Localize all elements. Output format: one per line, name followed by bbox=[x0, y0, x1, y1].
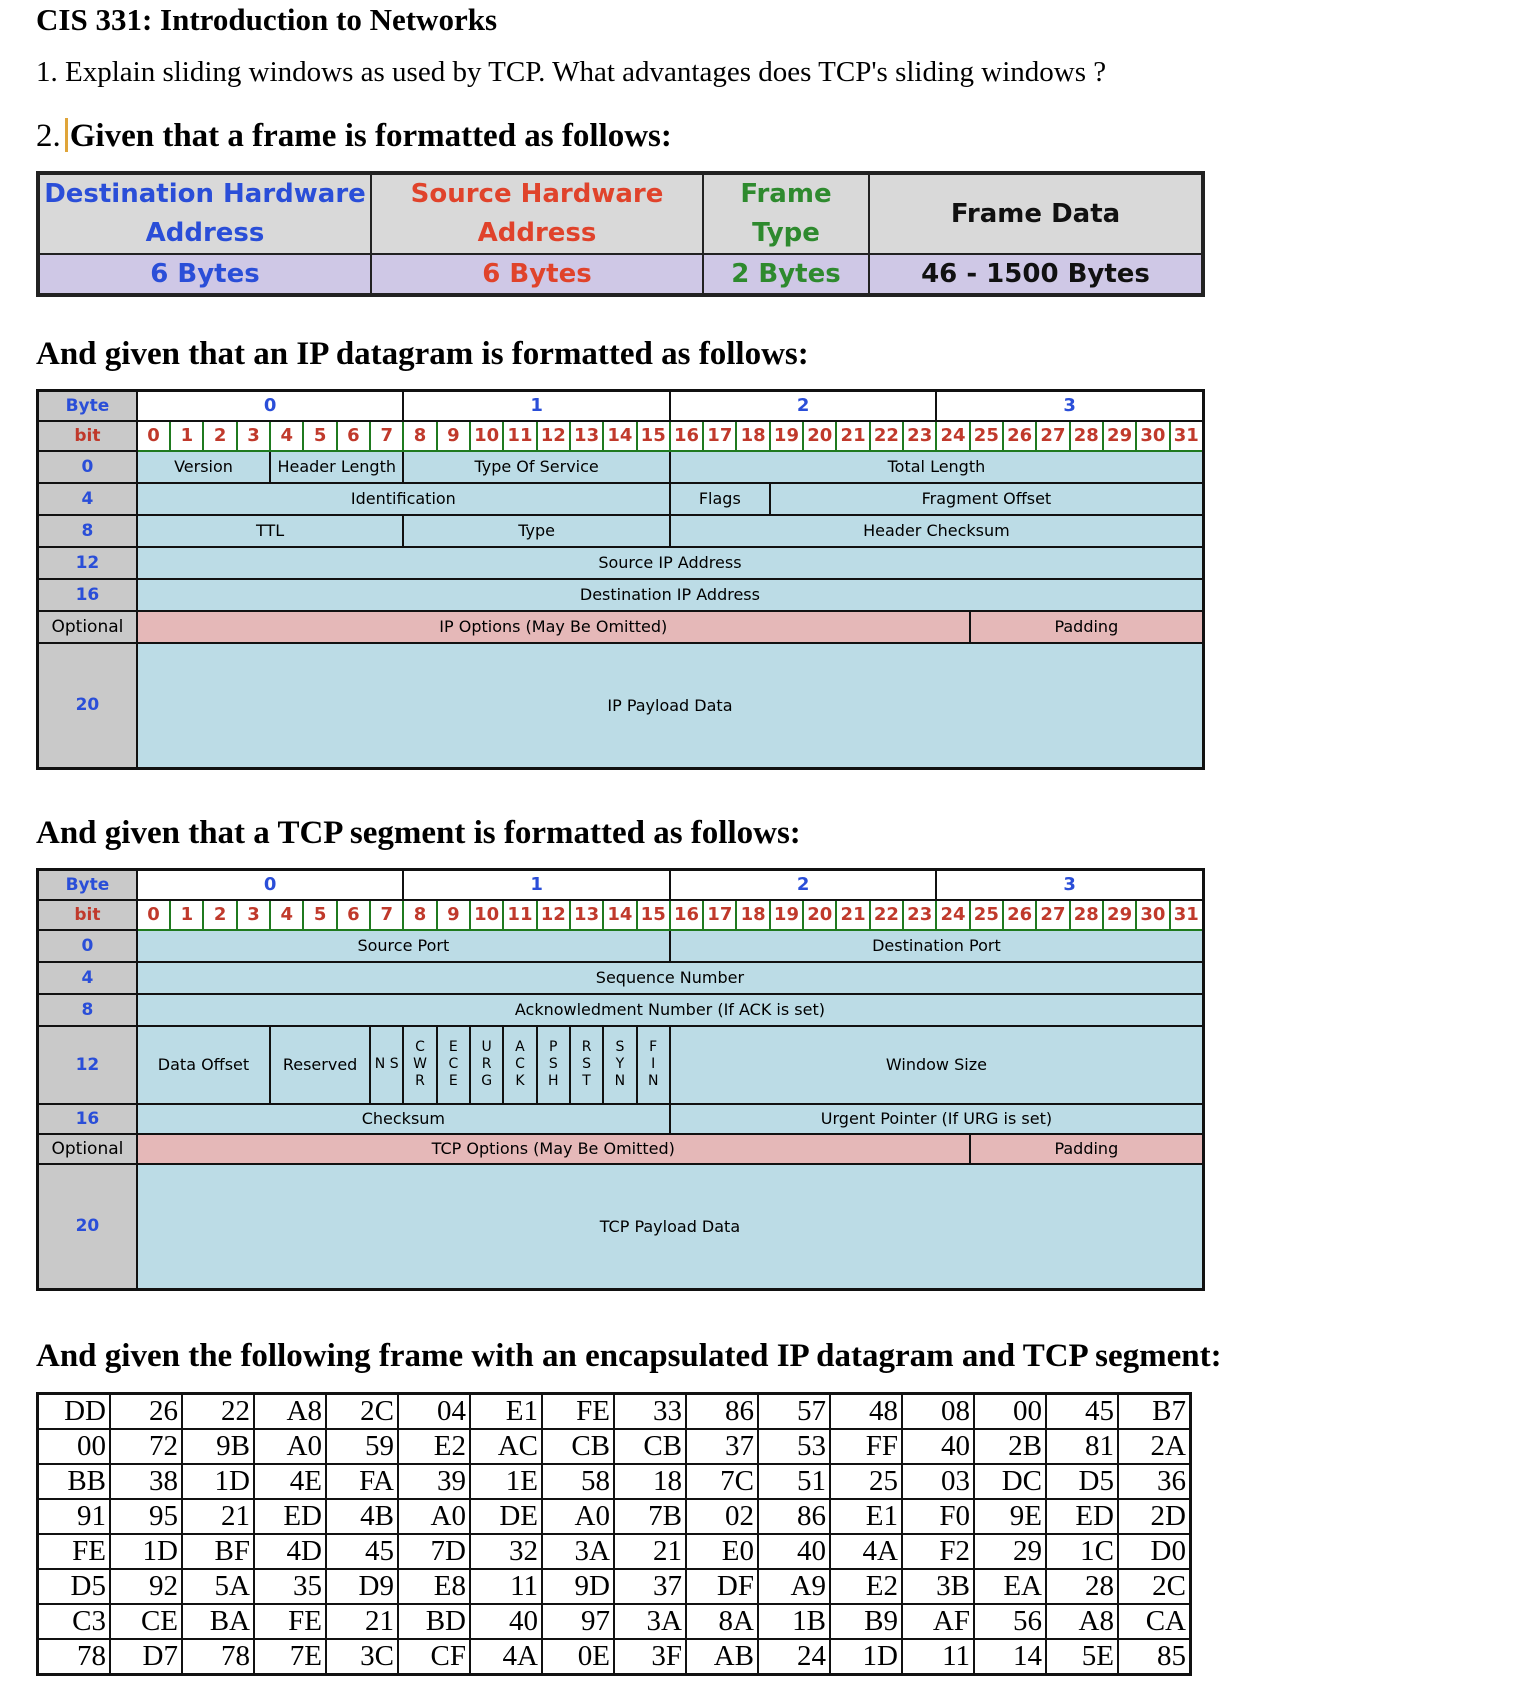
bit-23: 23 bbox=[903, 421, 936, 451]
hex-byte: E2 bbox=[398, 1429, 470, 1464]
hex-byte: 25 bbox=[830, 1464, 902, 1499]
hex-byte: 40 bbox=[470, 1604, 542, 1639]
bit-8: 8 bbox=[403, 900, 436, 930]
hex-byte: 7B bbox=[614, 1499, 686, 1534]
hex-byte: 92 bbox=[110, 1569, 182, 1604]
bit-20: 20 bbox=[803, 900, 836, 930]
hex-byte: 7E bbox=[254, 1639, 326, 1675]
hex-byte: 78 bbox=[182, 1639, 254, 1675]
bit-12: 12 bbox=[537, 421, 570, 451]
hex-byte: BB bbox=[38, 1464, 111, 1499]
hex-byte: 9E bbox=[974, 1499, 1046, 1534]
row-label-0: 0 bbox=[38, 930, 137, 962]
bit-16: 16 bbox=[670, 900, 703, 930]
hex-row bbox=[38, 1534, 1191, 1569]
bit-5: 5 bbox=[303, 421, 336, 451]
hex-byte: 72 bbox=[110, 1429, 182, 1464]
row-label-4: 4 bbox=[38, 962, 137, 994]
hex-byte: 3B bbox=[902, 1569, 974, 1604]
ack-number-field: Acknowledment Number (If ACK is set) bbox=[137, 994, 1204, 1026]
hex-byte: 28 bbox=[1046, 1569, 1118, 1604]
bit-1: 1 bbox=[170, 900, 203, 930]
frame-format-table bbox=[36, 171, 1205, 297]
frame-field-dest-hw: Destination Hardware Address bbox=[38, 173, 371, 254]
bit-4: 4 bbox=[270, 900, 303, 930]
hex-byte: 1D bbox=[830, 1639, 902, 1675]
bit-2: 2 bbox=[203, 421, 236, 451]
bit-26: 26 bbox=[1003, 421, 1036, 451]
hex-byte: 2C bbox=[1118, 1569, 1191, 1604]
hex-byte: 1C bbox=[1046, 1534, 1118, 1569]
hex-byte: E0 bbox=[686, 1534, 758, 1569]
hex-byte: BA bbox=[182, 1604, 254, 1639]
hex-byte: 33 bbox=[614, 1394, 686, 1430]
bit-12: 12 bbox=[537, 900, 570, 930]
header-checksum-field: Header Checksum bbox=[670, 515, 1204, 547]
ip-padding-field: Padding bbox=[970, 611, 1204, 643]
bit-6: 6 bbox=[337, 900, 370, 930]
hex-byte: EA bbox=[974, 1569, 1046, 1604]
hex-byte: 38 bbox=[110, 1464, 182, 1499]
hex-byte: CE bbox=[110, 1604, 182, 1639]
row-label-8: 8 bbox=[38, 515, 137, 547]
hex-byte: DC bbox=[974, 1464, 1046, 1499]
hex-byte: DF bbox=[686, 1569, 758, 1604]
bit-15: 15 bbox=[637, 421, 670, 451]
hex-byte: E8 bbox=[398, 1569, 470, 1604]
hex-byte: 97 bbox=[542, 1604, 614, 1639]
hex-row bbox=[38, 1604, 1191, 1639]
row-label-8: 8 bbox=[38, 994, 137, 1026]
hex-row bbox=[38, 1394, 1191, 1430]
hex-byte: FE bbox=[38, 1534, 111, 1569]
tcp-payload-field: TCP Payload Data bbox=[137, 1164, 1204, 1290]
hex-byte: 85 bbox=[1118, 1639, 1191, 1675]
hex-byte: CA bbox=[1118, 1604, 1191, 1639]
frame-size-data: 46 - 1500 Bytes bbox=[869, 254, 1203, 295]
row-label-12: 12 bbox=[38, 547, 137, 579]
bit-19: 19 bbox=[770, 900, 803, 930]
fin-flag: F I N bbox=[637, 1026, 670, 1104]
tcp-padding-field: Padding bbox=[970, 1134, 1204, 1164]
hex-byte: 40 bbox=[758, 1534, 830, 1569]
hex-byte: BD bbox=[398, 1604, 470, 1639]
bit-28: 28 bbox=[1070, 421, 1103, 451]
hex-dump-table bbox=[36, 1392, 1192, 1676]
hex-row bbox=[38, 1499, 1191, 1534]
hex-byte: FF bbox=[830, 1429, 902, 1464]
frame-size-dest-hw: 6 Bytes bbox=[38, 254, 371, 295]
hex-byte: 21 bbox=[182, 1499, 254, 1534]
byte-1: 1 bbox=[403, 870, 670, 900]
bit-30: 30 bbox=[1136, 421, 1169, 451]
psh-flag: P S H bbox=[537, 1026, 570, 1104]
bit-15: 15 bbox=[637, 900, 670, 930]
bit-14: 14 bbox=[603, 900, 636, 930]
hex-byte: 3A bbox=[542, 1534, 614, 1569]
question-2-number: 2. bbox=[36, 118, 61, 154]
bit-24: 24 bbox=[936, 900, 969, 930]
row-label-0: 0 bbox=[38, 451, 137, 483]
hex-byte: 04 bbox=[398, 1394, 470, 1430]
bit-3: 3 bbox=[237, 421, 270, 451]
hex-byte: DD bbox=[38, 1394, 111, 1430]
hex-byte: 7C bbox=[686, 1464, 758, 1499]
hex-byte: 21 bbox=[614, 1534, 686, 1569]
flags-field: Flags bbox=[670, 483, 770, 515]
byte-label: Byte bbox=[38, 870, 137, 900]
bit-8: 8 bbox=[403, 421, 436, 451]
bit-24: 24 bbox=[936, 421, 969, 451]
hex-byte: 57 bbox=[758, 1394, 830, 1430]
ip-header-diagram bbox=[36, 389, 1205, 770]
hex-byte: E1 bbox=[470, 1394, 542, 1430]
row-label-4: 4 bbox=[38, 483, 137, 515]
hex-byte: 00 bbox=[974, 1394, 1046, 1430]
hex-byte: 08 bbox=[902, 1394, 974, 1430]
bit-25: 25 bbox=[970, 421, 1003, 451]
bit-21: 21 bbox=[836, 421, 869, 451]
hex-row bbox=[38, 1464, 1191, 1499]
hex-byte: A8 bbox=[254, 1394, 326, 1430]
checksum-field: Checksum bbox=[137, 1104, 670, 1134]
text-cursor bbox=[65, 118, 68, 152]
row-label-16: 16 bbox=[38, 1104, 137, 1134]
bit-28: 28 bbox=[1070, 900, 1103, 930]
hex-heading: And given the following frame with an encapsulated IP datagram and TCP segment: bbox=[36, 1338, 1222, 1374]
hex-byte: E1 bbox=[830, 1499, 902, 1534]
hex-byte: 51 bbox=[758, 1464, 830, 1499]
hex-row bbox=[38, 1429, 1191, 1464]
hex-byte: 81 bbox=[1046, 1429, 1118, 1464]
question-1: 1. Explain sliding windows as used by TCP. What advantages does TCP's sliding windows ? bbox=[36, 56, 1107, 88]
hex-byte: B9 bbox=[830, 1604, 902, 1639]
source-ip-field: Source IP Address bbox=[137, 547, 1204, 579]
frame-size-src-hw: 6 Bytes bbox=[371, 254, 703, 295]
tcp-header-diagram bbox=[36, 868, 1205, 1291]
hex-byte: 53 bbox=[758, 1429, 830, 1464]
hex-byte: AB bbox=[686, 1639, 758, 1675]
hex-byte: A0 bbox=[398, 1499, 470, 1534]
hex-byte: 1D bbox=[182, 1464, 254, 1499]
byte-2: 2 bbox=[670, 870, 937, 900]
hex-byte: CF bbox=[398, 1639, 470, 1675]
page-title: CIS 331: Introduction to Networks bbox=[36, 2, 498, 37]
byte-0: 0 bbox=[137, 870, 404, 900]
hex-byte: F0 bbox=[902, 1499, 974, 1534]
hex-byte: A0 bbox=[542, 1499, 614, 1534]
bit-19: 19 bbox=[770, 421, 803, 451]
hex-byte: 24 bbox=[758, 1639, 830, 1675]
hex-byte: AC bbox=[470, 1429, 542, 1464]
hex-byte: AF bbox=[902, 1604, 974, 1639]
tcp-options-field: TCP Options (May Be Omitted) bbox=[137, 1134, 970, 1164]
bit-18: 18 bbox=[736, 900, 769, 930]
hex-byte: 8A bbox=[686, 1604, 758, 1639]
bit-25: 25 bbox=[970, 900, 1003, 930]
bit-18: 18 bbox=[736, 421, 769, 451]
frame-field-type: Frame Type bbox=[703, 173, 869, 254]
hex-byte: CB bbox=[614, 1429, 686, 1464]
bit-23: 23 bbox=[903, 900, 936, 930]
ip-payload-field: IP Payload Data bbox=[137, 643, 1204, 769]
hex-byte: 5E bbox=[1046, 1639, 1118, 1675]
hex-byte: 2A bbox=[1118, 1429, 1191, 1464]
row-label-optional: Optional bbox=[38, 611, 137, 643]
bit-0: 0 bbox=[137, 900, 170, 930]
hex-byte: D7 bbox=[110, 1639, 182, 1675]
hex-byte: C3 bbox=[38, 1604, 111, 1639]
hex-byte: 4A bbox=[470, 1639, 542, 1675]
hex-byte: FE bbox=[542, 1394, 614, 1430]
hex-byte: 22 bbox=[182, 1394, 254, 1430]
byte-3: 3 bbox=[936, 391, 1203, 421]
destination-ip-field: Destination IP Address bbox=[137, 579, 1204, 611]
hex-byte: 36 bbox=[1118, 1464, 1191, 1499]
hex-byte: B7 bbox=[1118, 1394, 1191, 1430]
hex-byte: D5 bbox=[38, 1569, 111, 1604]
hex-byte: 1E bbox=[470, 1464, 542, 1499]
hex-row bbox=[38, 1639, 1191, 1675]
hex-row bbox=[38, 1569, 1191, 1604]
byte-1: 1 bbox=[403, 391, 670, 421]
urgent-pointer-field: Urgent Pointer (If URG is set) bbox=[670, 1104, 1204, 1134]
hex-byte: 14 bbox=[974, 1639, 1046, 1675]
bit-11: 11 bbox=[503, 900, 536, 930]
bit-31: 31 bbox=[1170, 900, 1204, 930]
bit-9: 9 bbox=[437, 900, 470, 930]
hex-byte: F2 bbox=[902, 1534, 974, 1569]
hex-byte: 56 bbox=[974, 1604, 1046, 1639]
byte-3: 3 bbox=[936, 870, 1203, 900]
bit-7: 7 bbox=[370, 900, 403, 930]
hex-byte: 3F bbox=[614, 1639, 686, 1675]
reserved-field: Reserved bbox=[270, 1026, 370, 1104]
hex-byte: A9 bbox=[758, 1569, 830, 1604]
hex-byte: 18 bbox=[614, 1464, 686, 1499]
hex-byte: 59 bbox=[326, 1429, 398, 1464]
byte-2: 2 bbox=[670, 391, 937, 421]
ece-flag: E C E bbox=[437, 1026, 470, 1104]
hex-byte: 1D bbox=[110, 1534, 182, 1569]
hex-byte: 58 bbox=[542, 1464, 614, 1499]
hex-byte: 45 bbox=[1046, 1394, 1118, 1430]
hex-byte: 95 bbox=[110, 1499, 182, 1534]
hex-byte: 4D bbox=[254, 1534, 326, 1569]
hex-byte: 2C bbox=[326, 1394, 398, 1430]
ip-options-field: IP Options (May Be Omitted) bbox=[137, 611, 970, 643]
hex-byte: 86 bbox=[758, 1499, 830, 1534]
frame-size-type: 2 Bytes bbox=[703, 254, 869, 295]
hex-byte: 39 bbox=[398, 1464, 470, 1499]
fragment-offset-field: Fragment Offset bbox=[770, 483, 1204, 515]
ttl-field: TTL bbox=[137, 515, 404, 547]
header-length-field: Header Length bbox=[270, 451, 403, 483]
hex-byte: ED bbox=[1046, 1499, 1118, 1534]
syn-flag: S Y N bbox=[603, 1026, 636, 1104]
hex-byte: 02 bbox=[686, 1499, 758, 1534]
sequence-number-field: Sequence Number bbox=[137, 962, 1204, 994]
hex-byte: DE bbox=[470, 1499, 542, 1534]
hex-byte: 9B bbox=[182, 1429, 254, 1464]
bit-7: 7 bbox=[370, 421, 403, 451]
hex-byte: 45 bbox=[326, 1534, 398, 1569]
hex-byte: D9 bbox=[326, 1569, 398, 1604]
hex-byte: 86 bbox=[686, 1394, 758, 1430]
bit-16: 16 bbox=[670, 421, 703, 451]
byte-0: 0 bbox=[137, 391, 404, 421]
type-field: Type bbox=[403, 515, 670, 547]
bit-31: 31 bbox=[1170, 421, 1204, 451]
window-size-field: Window Size bbox=[670, 1026, 1204, 1104]
bit-label: bit bbox=[38, 421, 137, 451]
bit-29: 29 bbox=[1103, 421, 1136, 451]
bit-17: 17 bbox=[703, 421, 736, 451]
data-offset-field: Data Offset bbox=[137, 1026, 270, 1104]
hex-byte: D5 bbox=[1046, 1464, 1118, 1499]
row-label-20: 20 bbox=[38, 1164, 137, 1290]
destination-port-field: Destination Port bbox=[670, 930, 1204, 962]
hex-byte: BF bbox=[182, 1534, 254, 1569]
hex-byte: FA bbox=[326, 1464, 398, 1499]
bit-30: 30 bbox=[1136, 900, 1169, 930]
hex-byte: 4E bbox=[254, 1464, 326, 1499]
bit-20: 20 bbox=[803, 421, 836, 451]
bit-3: 3 bbox=[237, 900, 270, 930]
hex-byte: 4B bbox=[326, 1499, 398, 1534]
hex-byte: 91 bbox=[38, 1499, 111, 1534]
hex-byte: 11 bbox=[470, 1569, 542, 1604]
hex-byte: 32 bbox=[470, 1534, 542, 1569]
bit-5: 5 bbox=[303, 900, 336, 930]
hex-byte: FE bbox=[254, 1604, 326, 1639]
hex-byte: 5A bbox=[182, 1569, 254, 1604]
hex-byte: 37 bbox=[614, 1569, 686, 1604]
row-label-optional: Optional bbox=[38, 1134, 137, 1164]
hex-byte: 9D bbox=[542, 1569, 614, 1604]
hex-byte: 2B bbox=[974, 1429, 1046, 1464]
hex-byte: 78 bbox=[38, 1639, 111, 1675]
ns-flag: N S bbox=[370, 1026, 403, 1104]
bit-26: 26 bbox=[1003, 900, 1036, 930]
bit-11: 11 bbox=[503, 421, 536, 451]
frame-field-data: Frame Data bbox=[869, 173, 1203, 254]
hex-byte: 40 bbox=[902, 1429, 974, 1464]
bit-6: 6 bbox=[337, 421, 370, 451]
hex-byte: 11 bbox=[902, 1639, 974, 1675]
cwr-flag: C W R bbox=[403, 1026, 436, 1104]
hex-byte: 21 bbox=[326, 1604, 398, 1639]
hex-byte: ED bbox=[254, 1499, 326, 1534]
hex-byte: D0 bbox=[1118, 1534, 1191, 1569]
bit-1: 1 bbox=[170, 421, 203, 451]
hex-byte: 2D bbox=[1118, 1499, 1191, 1534]
bit-label: bit bbox=[38, 900, 137, 930]
source-port-field: Source Port bbox=[137, 930, 670, 962]
hex-byte: 35 bbox=[254, 1569, 326, 1604]
bit-17: 17 bbox=[703, 900, 736, 930]
tcp-heading: And given that a TCP segment is formatted as follows: bbox=[36, 815, 801, 851]
hex-byte: 48 bbox=[830, 1394, 902, 1430]
question-2-text: Given that a frame is formatted as follows: bbox=[69, 118, 672, 154]
urg-flag: U R G bbox=[470, 1026, 503, 1104]
bit-29: 29 bbox=[1103, 900, 1136, 930]
hex-byte: E2 bbox=[830, 1569, 902, 1604]
row-label-12: 12 bbox=[38, 1026, 137, 1104]
hex-byte: 7D bbox=[398, 1534, 470, 1569]
hex-byte: 03 bbox=[902, 1464, 974, 1499]
rst-flag: R S T bbox=[570, 1026, 603, 1104]
ack-flag: A C K bbox=[503, 1026, 536, 1104]
hex-byte: 1B bbox=[758, 1604, 830, 1639]
bit-13: 13 bbox=[570, 421, 603, 451]
bit-27: 27 bbox=[1036, 900, 1069, 930]
hex-byte: 26 bbox=[110, 1394, 182, 1430]
hex-byte: 3A bbox=[614, 1604, 686, 1639]
hex-byte: 00 bbox=[38, 1429, 111, 1464]
bit-9: 9 bbox=[437, 421, 470, 451]
hex-byte: A0 bbox=[254, 1429, 326, 1464]
row-label-20: 20 bbox=[38, 643, 137, 769]
hex-byte: 0E bbox=[542, 1639, 614, 1675]
bit-27: 27 bbox=[1036, 421, 1069, 451]
bit-14: 14 bbox=[603, 421, 636, 451]
frame-field-src-hw: Source Hardware Address bbox=[371, 173, 703, 254]
hex-byte: 29 bbox=[974, 1534, 1046, 1569]
bit-2: 2 bbox=[203, 900, 236, 930]
hex-byte: 3C bbox=[326, 1639, 398, 1675]
bit-10: 10 bbox=[470, 900, 503, 930]
hex-byte: A8 bbox=[1046, 1604, 1118, 1639]
ip-heading: And given that an IP datagram is formatted as follows: bbox=[36, 336, 809, 372]
total-length-field: Total Length bbox=[670, 451, 1204, 483]
hex-byte: CB bbox=[542, 1429, 614, 1464]
bit-0: 0 bbox=[137, 421, 170, 451]
hex-byte: 37 bbox=[686, 1429, 758, 1464]
version-field: Version bbox=[137, 451, 270, 483]
question-2 bbox=[36, 118, 672, 155]
row-label-16: 16 bbox=[38, 579, 137, 611]
identification-field: Identification bbox=[137, 483, 670, 515]
byte-label: Byte bbox=[38, 391, 137, 421]
bit-21: 21 bbox=[836, 900, 869, 930]
bit-22: 22 bbox=[870, 900, 903, 930]
type-of-service-field: Type Of Service bbox=[403, 451, 670, 483]
hex-byte: 4A bbox=[830, 1534, 902, 1569]
bit-22: 22 bbox=[870, 421, 903, 451]
bit-10: 10 bbox=[470, 421, 503, 451]
bit-4: 4 bbox=[270, 421, 303, 451]
bit-13: 13 bbox=[570, 900, 603, 930]
